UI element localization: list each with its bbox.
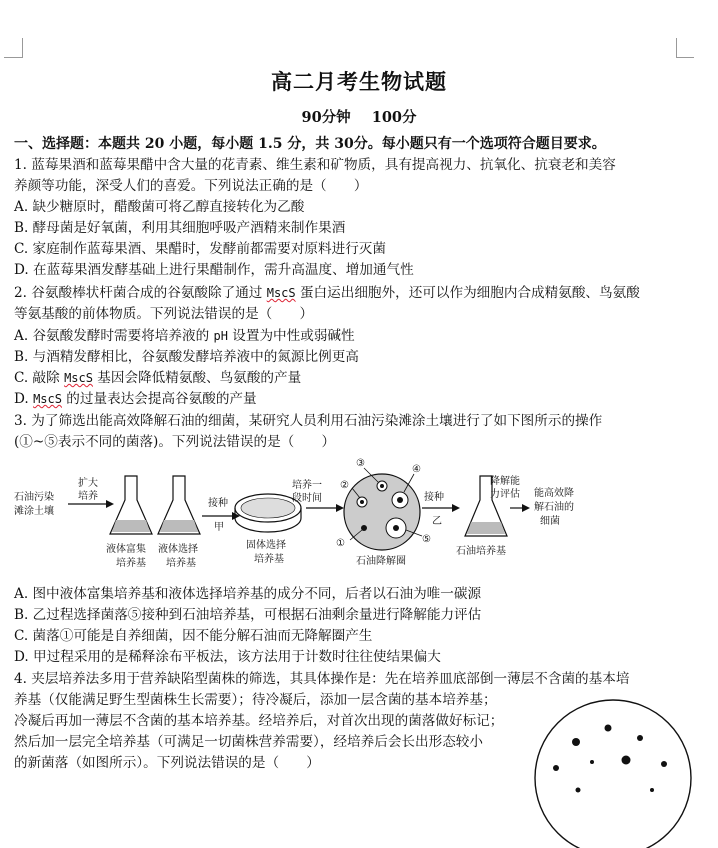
diagram-medium-label: 石油培养基: [456, 546, 506, 557]
diagram-source-label: 石油污染: [14, 492, 54, 503]
diagram-medium-label: 液体富集: [106, 544, 146, 555]
exam-time: 90分钟: [301, 109, 351, 126]
page-corner-mark: [676, 38, 685, 58]
colony-number: ④: [412, 464, 421, 475]
question-1-option-d: D. 在蓝莓果酒发酵基础上进行果醋制作，需升高温度、增加通气性: [14, 262, 414, 278]
diagram-medium-label: 培养基: [166, 558, 196, 569]
colony-number: ⑤: [422, 534, 431, 545]
question-2-stem: [14, 283, 640, 303]
colony-plate-icon: [344, 474, 420, 550]
arrow-icon: [522, 504, 530, 512]
flask-icon: [110, 476, 152, 534]
page-title: 高二月考生物试题: [271, 69, 447, 94]
diagram-medium-label: 培养基: [254, 554, 284, 565]
page-corner-mark: [676, 57, 694, 58]
arrow-icon: [336, 504, 344, 512]
text: C. 敲除: [14, 370, 65, 386]
diagram-result-label: 能高效降: [534, 488, 574, 499]
diagram-step-label: 乙: [432, 516, 442, 527]
question-1-stem: 养颜等功能，深受人们的喜爱。下列说法正确的是（ ）: [14, 178, 368, 194]
gene-msc: MscS: [64, 371, 93, 385]
page-corner-mark: [14, 38, 23, 58]
question-3-option-c: C. 菌落①可能是自养细菌，因不能分解石油而无降解圈产生: [14, 628, 373, 644]
diagram-step-label: 甲: [214, 522, 224, 533]
diagram-medium-label: 固体选择: [246, 540, 286, 551]
diagram-step-label: 培养: [78, 491, 98, 502]
question-2-option-d: [14, 389, 257, 409]
question-4-stem: 然后加一层完全培养基（可满足一切菌株营养需要），经培养后会长出形态较小: [14, 734, 483, 750]
flask-icon: [158, 476, 200, 534]
text: 蛋白运出细胞外，还可以作为细胞内合成精氨酸、鸟氨酸: [295, 285, 640, 301]
diagram-step-label: 培养一: [292, 480, 322, 491]
text: 基因会降低精氨酸、鸟氨酸的产量: [92, 370, 302, 386]
question-2-option-c: [14, 368, 301, 388]
diagram-step-label: 接种: [424, 492, 444, 503]
arrow-icon: [106, 500, 114, 508]
question-1-option-a: A. 缺少糖原时，醋酸菌可将乙醇直接转化为乙酸: [14, 199, 305, 215]
text: A. 谷氨酸发酵时需要将培养液的: [14, 328, 214, 344]
question-2-option-b: B. 与酒精发酵相比，谷氨酸发酵培养液中的氮源比例更高: [14, 349, 359, 365]
diagram-source-label: 滩涂土壤: [14, 506, 54, 517]
text: 设置为中性或弱碱性: [227, 328, 355, 344]
exam-meta: [0, 106, 718, 127]
text: 2. 谷氨酸棒状杆菌合成的谷氨酸除了通过: [14, 285, 267, 301]
exam-score: 100分: [371, 109, 417, 126]
question-4-stem: 4. 夹层培养法多用于营养缺陷型菌株的筛选，其具体操作是：先在培养皿底部倒一薄层不含菌的基本培: [14, 671, 630, 687]
question-4-stem: 的新菌落（如图所示）。下列说法错误的是（ ）: [14, 755, 320, 771]
question-2-option-a: [14, 326, 355, 346]
diagram-step-label: 接种: [208, 498, 228, 509]
diagram-step-label: 降解能: [490, 476, 520, 487]
diagram-medium-label: 培养基: [116, 558, 146, 569]
gene-msc: MscS: [266, 286, 296, 300]
ph-term: pH: [213, 329, 228, 343]
colony-plate-figure: [528, 698, 698, 848]
question-1-option-c: C. 家庭制作蓝莓果酒、果醋时，发酵前都需要对原料进行灭菌: [14, 241, 386, 257]
diagram-step-label: 力评估: [490, 489, 520, 500]
question-4-stem: 冷凝后再加一薄层不含菌的基本培养基。经培养后，对首次出现的菌落做好标记；: [14, 713, 504, 729]
diagram-dish-label: 石油降解圈: [356, 556, 406, 567]
colony-number: ①: [336, 538, 345, 549]
question-1-stem: 1. 蓝莓果酒和蓝莓果醋中含大量的花青素、维生素和矿物质，具有提高视力、抗氧化、抗衰老和美容: [14, 157, 616, 173]
text: D.: [14, 391, 34, 407]
diagram-result-label: 细菌: [540, 516, 560, 527]
question-2-stem: 等氨基酸的前体物质。下列说法错误的是（ ）: [14, 306, 314, 322]
diagram-medium-label: 液体选择: [158, 544, 198, 555]
question-3-option-a: A. 图中液体富集培养基和液体选择培养基的成分不同，后者以石油为唯一碳源: [14, 586, 482, 602]
question-4-stem: 养基（仅能满足野生型菌株生长需要）；待冷凝后，添加一层含菌的基本培养基；: [14, 692, 497, 708]
question-3-stem: 3. 为了筛选出能高效降解石油的细菌，某研究人员利用石油污染滩涂土壤进行了如下图所示的操作: [14, 413, 603, 429]
colony-number: ②: [340, 480, 349, 491]
diagram-step-label: 扩大: [78, 478, 98, 489]
diagram-result-label: 解石油的: [534, 502, 574, 513]
text: 的过量表达会提高谷氨酸的产量: [61, 391, 257, 407]
section-heading: 一、选择题：本题共 20 小题，每小题 1.5 分，共 30分。每小题只有一个选项符合题目要求。: [14, 136, 606, 152]
question-3-stem: (①~⑤表示不同的菌落)。下列说法错误的是（ ）: [14, 434, 336, 450]
colony-number: ③: [356, 458, 365, 469]
question-3-option-b: B. 乙过程选择菌落⑤接种到石油培养基，可根据石油剩余量进行降解能力评估: [14, 607, 482, 623]
screening-flow-diagram: [10, 456, 610, 576]
arrow-icon: [452, 504, 460, 512]
diagram-step-label: 段时间: [292, 493, 322, 504]
gene-msc: MscS: [33, 392, 62, 406]
page-corner-mark: [4, 57, 22, 58]
question-1-option-b: B. 酵母菌是好氧菌，利用其细胞呼吸产酒精来制作果酒: [14, 220, 346, 236]
question-3-option-d: D. 甲过程采用的是稀释涂布平板法，该方法用于计数时往往使结果偏大: [14, 649, 441, 665]
